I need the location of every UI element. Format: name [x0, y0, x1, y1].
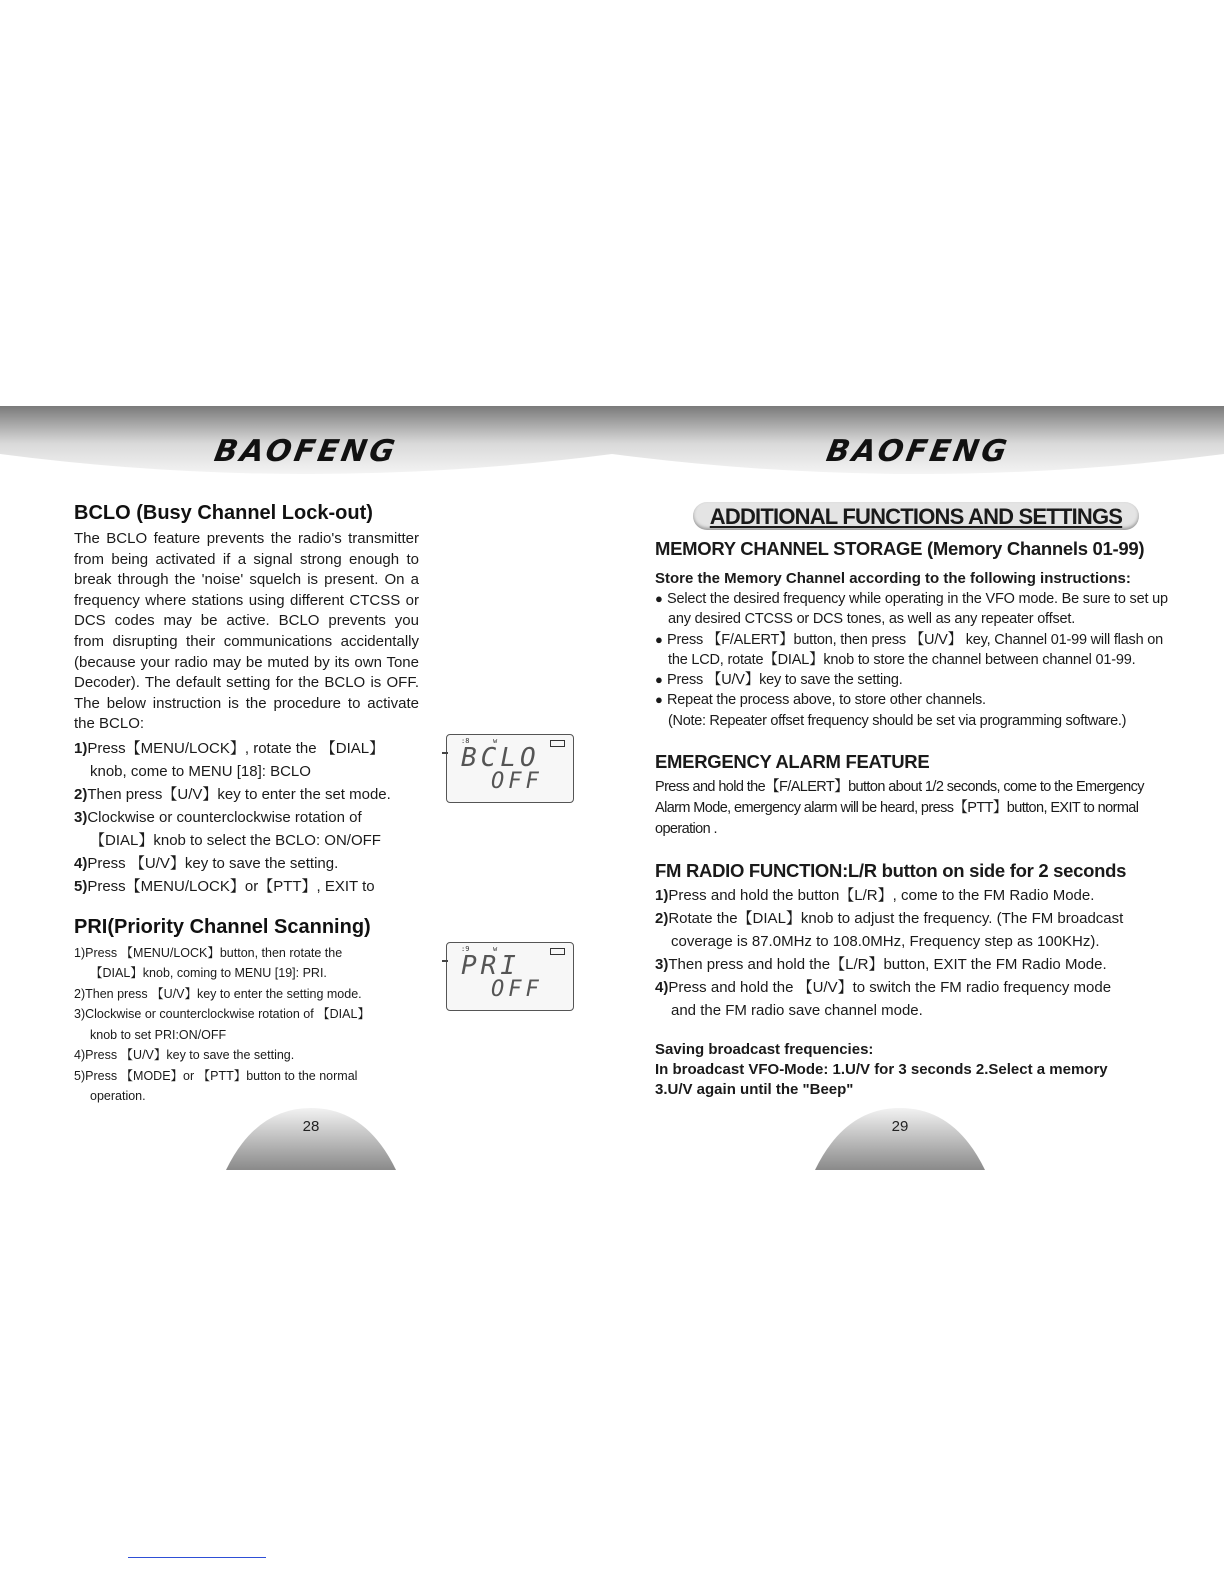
lcd-line1: PRI — [461, 951, 520, 981]
lcd-menu-number: :8 — [461, 737, 470, 745]
bclo-heading: BCLO (Busy Channel Lock-out) — [74, 502, 373, 524]
brand-logo: BAOFENG — [823, 434, 1013, 469]
page-right — [612, 406, 1224, 1176]
list-item: 3)Then press and hold the【L/R】button, EXIT the FM Radio Mode. — [655, 956, 1107, 974]
lcd-w-indicator: w — [493, 945, 498, 953]
battery-icon — [550, 740, 565, 747]
fm-heading: FM RADIO FUNCTION:L/R button on side for 2 seconds — [655, 860, 1127, 882]
brand-logo: BAOFENG — [211, 434, 401, 469]
bullet-icon: ● — [655, 672, 663, 688]
list-item: 1)Press and hold the button【L/R】, come to the FM Radio Mode. — [655, 887, 1095, 905]
indicator-arrow — [442, 752, 448, 754]
list-item: 4)Press and hold the 【U/V】to switch the FM radio frequency mode and the FM radio save channel mode. — [655, 979, 1112, 1020]
bclo-section — [74, 502, 419, 1107]
list-item: 4)Press 【U/V】key to save the setting. — [74, 1048, 295, 1063]
list-item: 4)Press 【U/V】key to save the setting. — [74, 854, 339, 872]
bclo-paragraph: The BCLO feature prevents the radio's transmitter from being activated if a signal strong enough to break through the 'noise' squelch is present. On a frequency where stations using different CTCSS or DCS codes may be active. BCLO prevents you from disrupting their communications accidentally (because your radio may be muted by its own Tone Decoder). The default setting for the BCLO is OFF. The below instruction is the procedure to activate the BCLO: — [74, 530, 419, 733]
list-item: 5)Press 【MODE】or 【PTT】button to the normal operation. — [74, 1068, 358, 1104]
memory-heading: MEMORY CHANNEL STORAGE (Memory Channels 01-99) — [655, 538, 1145, 559]
battery-icon — [550, 948, 565, 955]
page-number: 29 — [891, 1118, 909, 1135]
emergency-text: Press and hold the【F/ALERT】button about 1/2 seconds, come to the Emergency Alarm Mode, emergency alarm will be heard, press【PTT】button, EXIT to normal operation . — [655, 779, 1144, 838]
pri-steps — [74, 943, 419, 1107]
lcd-display-bclo — [446, 734, 574, 803]
list-item: 2)Then press 【U/V】key to enter the setting mode. — [74, 986, 362, 1001]
divider-line — [128, 1557, 266, 1558]
memory-bullets — [655, 589, 1177, 711]
page-number: 28 — [302, 1118, 320, 1135]
saving-line1: In broadcast VFO-Mode: 1.U/V for 3 seconds 2.Select a memory — [655, 1061, 1108, 1079]
lcd-display-pri — [446, 942, 574, 1011]
bullet-icon: ● — [655, 692, 663, 708]
list-item: 2)Then press【U/V】key to enter the set mode. — [74, 785, 391, 803]
lcd-menu-number: :9 — [461, 945, 470, 953]
bullet-icon: ● — [655, 631, 663, 647]
indicator-arrow — [442, 960, 448, 962]
saving-line2: 3.U/V again until the "Beep" — [655, 1081, 854, 1099]
bullet-icon: ● — [655, 591, 663, 606]
list-item: 5)Press【MENU/LOCK】or【PTT】, EXIT to — [74, 877, 375, 895]
emergency-heading: EMERGENCY ALARM FEATURE — [655, 751, 930, 773]
list-item: 1)Press 【MENU/LOCK】button, then rotate the 【DIAL】knob, coming to MENU [19]: PRI. — [74, 945, 343, 981]
right-content — [655, 502, 1177, 1100]
lcd-line1: BCLO — [461, 743, 540, 773]
lcd-line2: OFF — [491, 769, 543, 794]
saving-heading: Saving broadcast frequencies: — [655, 1041, 874, 1059]
list-item: 3)Clockwise or counterclockwise rotation of 【DIAL】 knob to set PRI:ON/OFF — [74, 1007, 370, 1042]
list-item: 1)Press【MENU/LOCK】, rotate the 【DIAL】 knob, come to MENU [18]: BCLO — [74, 739, 385, 780]
list-item: 3)Clockwise or counterclockwise rotation of 【DIAL】knob to select the BCLO: ON/OFF — [74, 808, 381, 849]
section-title: ADDITIONAL FUNCTIONS AND SETTINGS — [693, 502, 1139, 530]
bclo-steps — [74, 737, 419, 898]
pri-heading: PRI(Priority Channel Scanning) — [74, 915, 371, 938]
page-left — [0, 406, 612, 1176]
list-item: ● Select the desired frequency while operating in the VFO mode. Be sure to set up any desired CTCSS or DCS tones, as well as any repeater offset. — [655, 591, 1168, 628]
lcd-w-indicator: w — [493, 737, 498, 745]
list-item: 2)Rotate the【DIAL】knob to adjust the frequency. (The FM broadcast coverage is 87.0MHz to 108.0MHz, Frequency step as 100KHz). — [655, 910, 1124, 951]
list-item: ● Repeat the process above, to store other channels. — [655, 690, 1177, 710]
fm-steps — [655, 884, 1177, 1022]
lcd-line2: OFF — [491, 977, 543, 1002]
memory-subheading: Store the Memory Channel according to the following instructions: — [655, 570, 1131, 587]
list-item: ● Press 【F/ALERT】button, then press 【U/V】 key, Channel 01-99 will flash on the LCD, rotate【DIAL】knob to store the channel between channel 01-99. — [655, 631, 1164, 668]
memory-note: (Note: Repeater offset frequency should be set via programming software.) — [668, 712, 1127, 729]
list-item: ● Press 【U/V】key to save the setting. — [655, 670, 1177, 690]
